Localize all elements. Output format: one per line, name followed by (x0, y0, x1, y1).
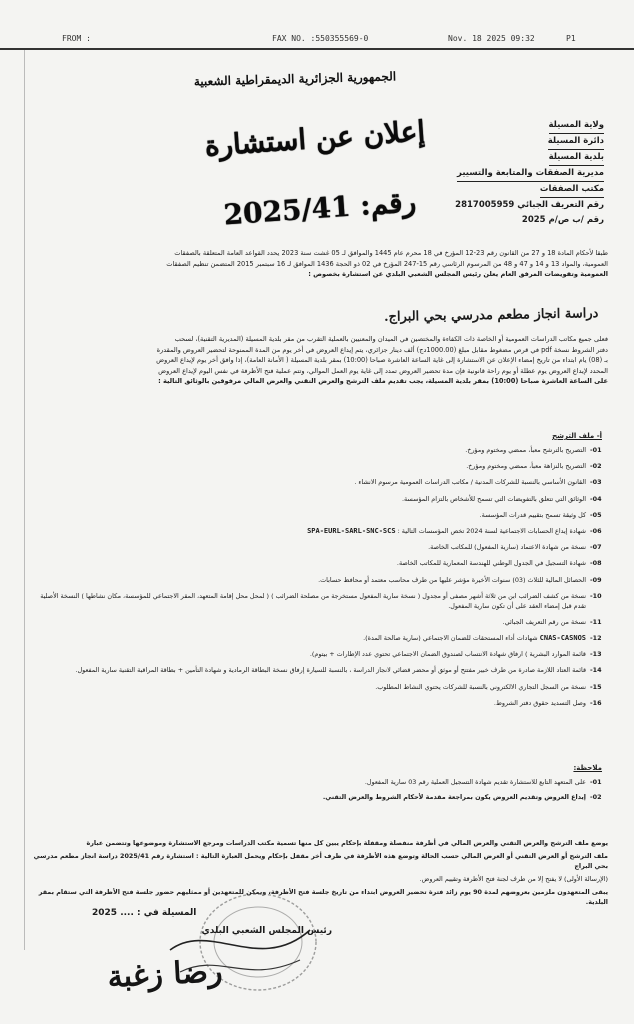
description-paragraph (30, 334, 608, 387)
required-documents-list (30, 445, 608, 714)
intro-paragraph (30, 248, 608, 280)
closing-line: (الإرسالة الأولى) لا يفتح إلا من طرف لجنة فتح الأظرفة وتقييم العروض. (419, 875, 608, 883)
intro-line: طبقا لأحكام المادة 18 و 27 من القانون رقم 23-12 المؤرخ في 18 محرم عام 1445 والموافق لـ 05 غشت سنة 2023 يحدد القواعد العامة المتعلقة بالصفقات (174, 249, 608, 257)
list-item: 12- CNAS-CASNOS شهادات أداء المستحقات للضمان الاجتماعي (سارية صالحة المدة). (363, 634, 602, 643)
description-line: دفتر الشروط نسخة pdf في قرص مضغوط مقابل مبلغ (1000.00دج) ألف دينار جزائري، يتم إيداع العروض في أخر يوم من المدة الممنوحة لتحضير العروض والمقدرة (156, 345, 608, 354)
list-item: 02- التصريح بالنزاهة معبأ، ممضي ومختوم ومؤرخ. (466, 462, 602, 471)
description-line: بـ (08) يام ابتداء من تاريخ إمضاء الإعلان عن الاستشارة إلى غاية الساعة العاشرة صباحا (10:00) بمقر بلدية المسيلة ( الأمانة العامة)، إذا وافق أخر يوم لإيداع العروض (156, 356, 608, 364)
list-item: 14- قائمة العتاد اللازمة صادرة من طرف خبير مفتتح أو موثق أو محضر قضائي لانجاز الدراسة ، بالنسبة للسيارة إرفاق نسخة البطاقة الرمادية و شهادة التأمين + بطاقة المراقبة التقنية سارية المفعول. (75, 666, 602, 675)
description-line: فعلى جميع مكاتب الدراسات العمومية أو الخاصة ذات الكفاءة والمختصين في الميدان والمعنيين بالعملية التقرب من مقر بلدية المسيلة (المديرية التقنية)، لسحب (174, 335, 608, 343)
admin-line-commune: بلدية المسيلة (549, 150, 604, 166)
list-item: 04- الوثائق التي تتعلق بالتفويضات التي تسمح للأشخاص بالتزام المؤسسة. (401, 494, 602, 503)
list-item: 16- وصل التسديد حقوق دفتر الشروط. (493, 698, 602, 707)
fax-from-label: FROM : (62, 34, 91, 43)
notes-list (30, 777, 608, 807)
admin-line-directorate: مديرية الصفقات والمتابعة والتسيير (457, 166, 604, 182)
list-item: 07- نسخة من شهادة الاعتماد (سارية المفعول) للمكاتب الخاصة. (428, 543, 602, 552)
description-line: على الساعة العاشرة صباحا (10:00) بمقر بلدية المسيلة، يجب تقديم ملف الترشح والعرض التقني والعرض المالي مرفوقين بالوثائق التالية : (158, 377, 608, 385)
fax-header (0, 30, 634, 48)
list-item: 01- التصريح بالترشح معبأ، ممضي ومختوم ومؤرخ. (465, 446, 602, 454)
administration-block (414, 118, 604, 228)
list-item: 13- قائمة الموارد البشرية ) ارفاق شهادة الانتساب لصندوق الضمان الاجتماعي تحتوي عدد الإطارات + بيتوم). (309, 650, 602, 659)
closing-line: يبقى المتعهدون ملزمين بعروضهم لمدة 90 يوم زائد فترة تحضير العروض ابتداء من تاريخ جلسة فتح الأظرفة، ويمكن للمتعهدين أو ممثليهم حضور جلسة فتح الأظرفة التي ستقام بمقر البلدية. (38, 888, 608, 906)
closing-line: ملف الترشح أو العرض التقني أو العرض المالي حسب الحالة وتوضع هذه الأظرفة في ظرف أخر مقفل بإحكام ويحمل العبارة التالية : استشارة رقم 2025/41 دراسة انجاز مطعم مدرسي بحي البراج (33, 852, 608, 870)
announcement-title: إعلان عن استشارة رقم: 2025/41 (203, 114, 427, 232)
project-heading: دراسة انجاز مطعم مدرسي بحي البراج. (383, 306, 599, 325)
republic-heading: الجمهورية الجزائرية الديمقراطية الشعبية (193, 69, 397, 89)
admin-line-office: مكتب الصفقات (540, 182, 604, 198)
social-funds: CNAS-CASNOS (539, 634, 586, 643)
company-types: SPA-EURL-SARL-SNC-SCS (307, 526, 396, 535)
list-item: 05- كل وثيقة تسمح بتقييم قدرات المؤسسة. (479, 510, 602, 519)
list-item: 02- إيداع العروض وتقديم العروض يكون بمراجعة مقدمة لأحكام الشروط والعرض التقني. (322, 793, 602, 801)
signatory-title: رئيس المجلس الشعبي البلدي (201, 926, 332, 936)
description-line: المحدد لإيداع العروض يوم عطلة أو يوم راحة قانونية فإن مدة تحضير العروض تمدد إلى غاية يوم العمل الموالي، وتتم عملية فتح الأظرفة في نفس اليوم لإيداع العروض (158, 366, 608, 375)
tax-id: رقم التعريف الجبائي 2817005959 (455, 200, 604, 210)
list-item: 09- الحصائل المالية للثلاث (03) سنوات الأخيرة مؤشر عليها من طرف محاسب معتمد أو محافظ حسابات. (318, 575, 602, 584)
admin-line-daira: دائرة المسيلة (548, 134, 604, 150)
candidacy-file-title: أ- ملف الترشح (552, 432, 602, 440)
list-item: 03- القانون الأساسي بالنسبة للشركات المدنية / مكاتب الدراسات العمومية مرسوم الانشاء . (354, 478, 602, 487)
list-item: 01- على المتعهد التابع للاستشارة تقديم شهادة التسجيل العملية رقم 03 سارية المفعول. (364, 778, 602, 786)
fax-number: FAX NO. :550355569-0 (272, 34, 369, 43)
fax-page-number: P1 (566, 34, 576, 43)
list-item: 06- شهادة إيداع الحسابات الاجتماعية لسنة 2024 تخص المؤسسات التالية : SPA-EURL-SARL-SNC-SCS (307, 526, 602, 535)
signatory-name: رضا زغبة (106, 954, 224, 995)
notes-title: ملاحظة: (573, 764, 602, 772)
fax-date-time: Nov. 18 2025 09:32 (448, 34, 535, 43)
fax-divider (0, 48, 634, 50)
admin-line-wilaya: ولاية المسيلة (549, 118, 604, 134)
signature-date: المسيلة في : .... 2025 (92, 908, 197, 918)
list-item: 11- نسخة من رقم التعريف الجبائي. (502, 617, 602, 626)
left-margin-line (24, 50, 25, 950)
closing-line: يوضع ملف الترشح والعرض التقني والعرض المالي في أظرفة منفصلة ومقفلة بإحكام يبين كل منها تسمية مكتب الدراسات ومرجع الاستشارة وموضوعها وتتضمن عبارة (86, 839, 608, 847)
list-item: 15- نسخة من السجل التجاري الالكتروني بالنسبة للشركات يحتوي النشاط المطلوب. (375, 682, 602, 691)
list-item: 10- نسخة من كشف الضرائب ابن من ثلاثة أشهر مصفى أو مجدول ( نسخة سارية المفعول مستخرجة من مصلحة الضرائب ) ( لمحل محل إقامة المتعهد، المقر الاجتماعي للمؤسسة، مكان نشاطها ) النسخة الأصلية تقدم قبل إمضاء العقد على أن تكون سارية المفعول. (40, 591, 602, 610)
intro-line: العمومية وتفويضات المرفق العام يعلن رئيس المجلس الشعبي البلدي عن استشارة بخصوص : (308, 270, 608, 278)
reference-date: رقم /ب ص/م 2025 (521, 215, 604, 225)
intro-line: العمومية، والمواد 13 و 14 و 47 و 48 من المرسوم الرئاسي رقم 15-247 المؤرخ في 02 ذو الحجة 1436 الموافق لـ 16 سبتمبر 2015 المتضمن تنظيم الصفقات (166, 259, 608, 268)
list-item: 08- شهادة التسجيل في الجدول الوطني للهندسة المعمارية للمكاتب الخاصة. (396, 559, 602, 568)
